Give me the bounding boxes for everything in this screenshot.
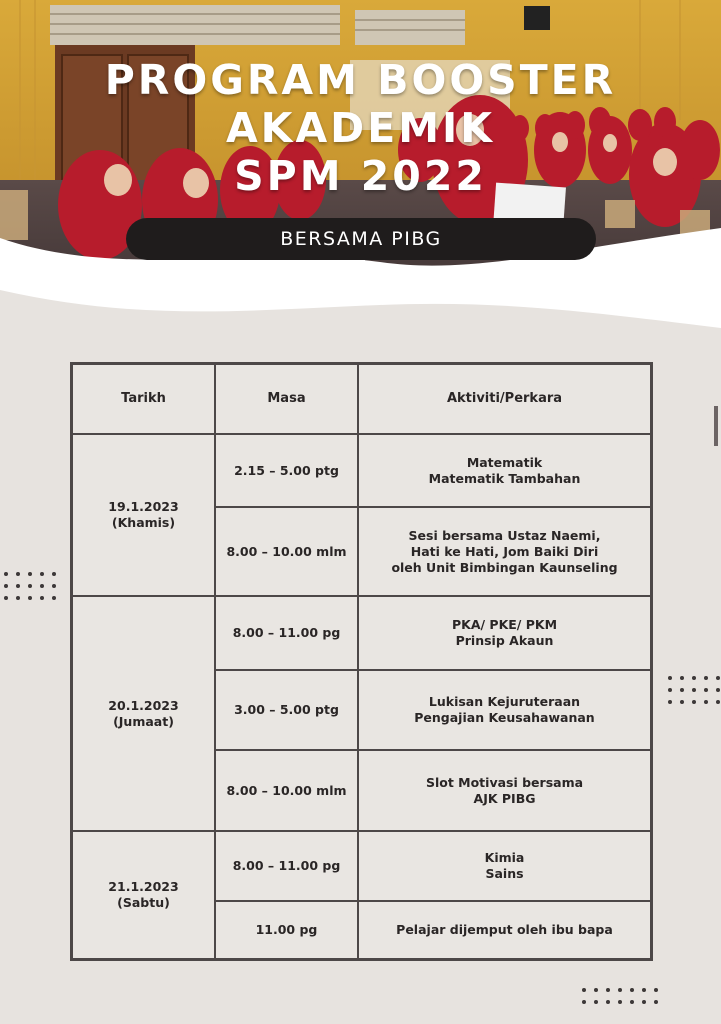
dot <box>606 988 610 992</box>
activity-line: Hati ke Hati, Jom Baiki Diri <box>410 543 599 559</box>
activity-line: oleh Unit Bimbingan Kaunseling <box>391 559 618 575</box>
dot <box>4 572 8 576</box>
activity-cell <box>358 596 651 670</box>
dots-decoration-bottom <box>582 988 658 1012</box>
dot <box>4 596 8 600</box>
dot <box>4 584 8 588</box>
activity-line: Sesi bersama Ustaz Naemi, <box>408 527 601 543</box>
dot <box>582 988 586 992</box>
dot <box>654 988 658 992</box>
dot <box>704 700 708 704</box>
day-text: (Jumaat) <box>113 713 174 729</box>
dot <box>692 700 696 704</box>
dot <box>680 688 684 692</box>
activity-line: Matematik Tambahan <box>428 470 581 486</box>
time-cell: 3.00 – 5.00 ptg <box>215 670 358 750</box>
dot <box>40 584 44 588</box>
title-line-2: AKADEMIK <box>225 104 496 152</box>
dot <box>630 1000 634 1004</box>
dot <box>704 688 708 692</box>
dot <box>642 988 646 992</box>
dot <box>716 688 720 692</box>
subtitle-pill <box>126 218 596 260</box>
activity-line: Kimia <box>484 850 525 865</box>
dot <box>28 572 32 576</box>
date-cell <box>72 434 215 596</box>
dots-decoration-right <box>668 676 716 712</box>
activity-line: AJK PIBG <box>473 790 536 806</box>
date-text: 21.1.2023 <box>108 879 179 894</box>
dot <box>16 596 20 600</box>
dot <box>668 700 672 704</box>
schedule-table <box>70 362 653 961</box>
activity-line: Matematik <box>466 454 543 470</box>
time-cell: 2.15 – 5.00 ptg <box>215 434 358 507</box>
dot <box>606 1000 610 1004</box>
time-cell: 8.00 – 10.00 mlm <box>215 750 358 831</box>
table-row <box>72 831 651 901</box>
dot <box>630 988 634 992</box>
title-line-3: SPM 2022 <box>234 152 487 200</box>
header-activity: Aktiviti/Perkara <box>358 364 651 434</box>
edge-mark <box>714 406 718 446</box>
dot <box>680 676 684 680</box>
time-cell: 8.00 – 11.00 pg <box>215 831 358 901</box>
dot <box>594 988 598 992</box>
activity-cell <box>358 507 651 596</box>
dot <box>716 676 720 680</box>
table-row <box>72 434 651 507</box>
table-row <box>72 596 651 670</box>
dot <box>618 1000 622 1004</box>
activity-line: Lukisan Kejuruteraan <box>428 694 581 709</box>
dot <box>654 1000 658 1004</box>
dot <box>618 988 622 992</box>
dot <box>16 584 20 588</box>
dot <box>40 572 44 576</box>
dot <box>40 596 44 600</box>
dot <box>692 676 696 680</box>
date-cell <box>72 831 215 959</box>
header-time: Masa <box>215 364 358 434</box>
header-date: Tarikh <box>72 364 215 434</box>
dot <box>28 584 32 588</box>
dot <box>668 676 672 680</box>
table-header-row <box>72 364 651 434</box>
dot <box>52 596 56 600</box>
date-text: 20.1.2023 <box>108 697 179 713</box>
time-cell: 11.00 pg <box>215 901 358 959</box>
day-text: (Sabtu) <box>117 895 170 910</box>
subtitle-text: BERSAMA PIBG <box>280 228 442 250</box>
dot <box>582 1000 586 1004</box>
activity-cell <box>358 670 651 750</box>
activity-cell <box>358 901 651 959</box>
dots-decoration-left <box>4 572 52 608</box>
dot <box>28 596 32 600</box>
title-line-1: PROGRAM BOOSTER <box>104 56 617 104</box>
activity-cell <box>358 831 651 901</box>
dot <box>52 584 56 588</box>
activity-line: Slot Motivasi bersama <box>425 774 584 790</box>
poster-title <box>0 56 721 200</box>
date-cell <box>72 596 215 831</box>
day-text: (Khamis) <box>111 515 176 530</box>
date-text: 19.1.2023 <box>108 499 179 514</box>
activity-line: PKA/ PKE/ PKM <box>451 617 558 632</box>
activity-line: Pengajian Keusahawanan <box>414 710 595 725</box>
dot <box>704 676 708 680</box>
activity-line: Sains <box>485 866 524 881</box>
dot <box>716 700 720 704</box>
activity-cell <box>358 750 651 831</box>
time-cell: 8.00 – 11.00 pg <box>215 596 358 670</box>
time-cell: 8.00 – 10.00 mlm <box>215 507 358 596</box>
dot <box>668 688 672 692</box>
dot <box>680 700 684 704</box>
dot <box>692 688 696 692</box>
activity-cell <box>358 434 651 507</box>
activity-line: Prinsip Akaun <box>455 633 554 648</box>
dot <box>642 1000 646 1004</box>
dot <box>16 572 20 576</box>
dot <box>52 572 56 576</box>
activity-line: Pelajar dijemput oleh ibu bapa <box>396 922 613 937</box>
dot <box>594 1000 598 1004</box>
